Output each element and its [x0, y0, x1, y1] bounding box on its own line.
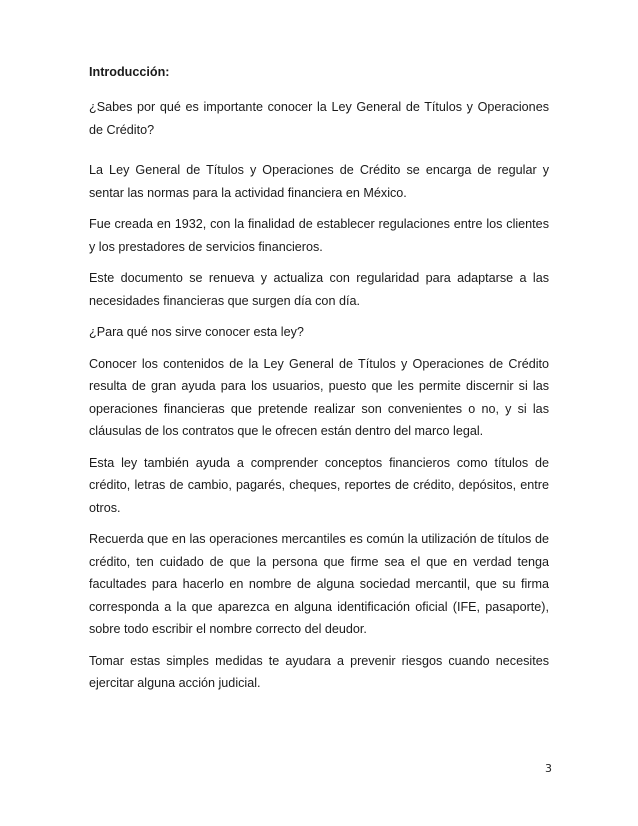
paragraph-question-usefulness: ¿Para qué nos sirve conocer esta ley? — [89, 325, 304, 339]
paragraph-measures: Tomar estas simples medidas te ayudara a prevenir riesgos cuando necesites ejercitar alguna acción judicial. — [89, 653, 549, 690]
section-heading: Introducción: — [89, 65, 170, 79]
paragraph-knowing-contents: Conocer los contenidos de la Ley General de Títulos y Operaciones de Crédito resulta de gran ayuda para los usuarios, puesto que les permite discernir si las operaciones financieras que pretende realizar son convenientes o no, y si las cláusulas de los contratos que le ofrecen están dentro del marco legal. — [89, 356, 549, 438]
paragraph-reminder: Recuerda que en las operaciones mercantiles es común la utilización de títulos de crédito, ten cuidado de que la persona que firme sea el que en verdad tenga facultades para hacerlo en nombre de alguna sociedad mercantil, que su firma corresponda a la que aparezca en alguna identificación oficial (IFE, pasaporte), sobre todo escribir el nombre correcto del deudor. — [89, 532, 549, 636]
paragraph-question-intro: ¿Sabes por qué es importante conocer la Ley General de Títulos y Operaciones de Crédito? — [89, 100, 549, 137]
paragraph-renewal: Este documento se renueva y actualiza con regularidad para adaptarse a las necesidades financieras que surgen día con día. — [89, 271, 549, 308]
document-page — [89, 62, 549, 704]
paragraph-creation: Fue creada en 1932, con la finalidad de establecer regulaciones entre los clientes y los prestadores de servicios financieros. — [89, 217, 549, 254]
paragraph-law-purpose: La Ley General de Títulos y Operaciones de Crédito se encarga de regular y sentar las normas para la actividad financiera en México. — [89, 163, 549, 200]
page-number: 3 — [545, 762, 552, 775]
paragraph-concepts: Esta ley también ayuda a comprender conceptos financieros como títulos de crédito, letras de cambio, pagarés, cheques, reportes de crédito, depósitos, entre otros. — [89, 455, 549, 515]
